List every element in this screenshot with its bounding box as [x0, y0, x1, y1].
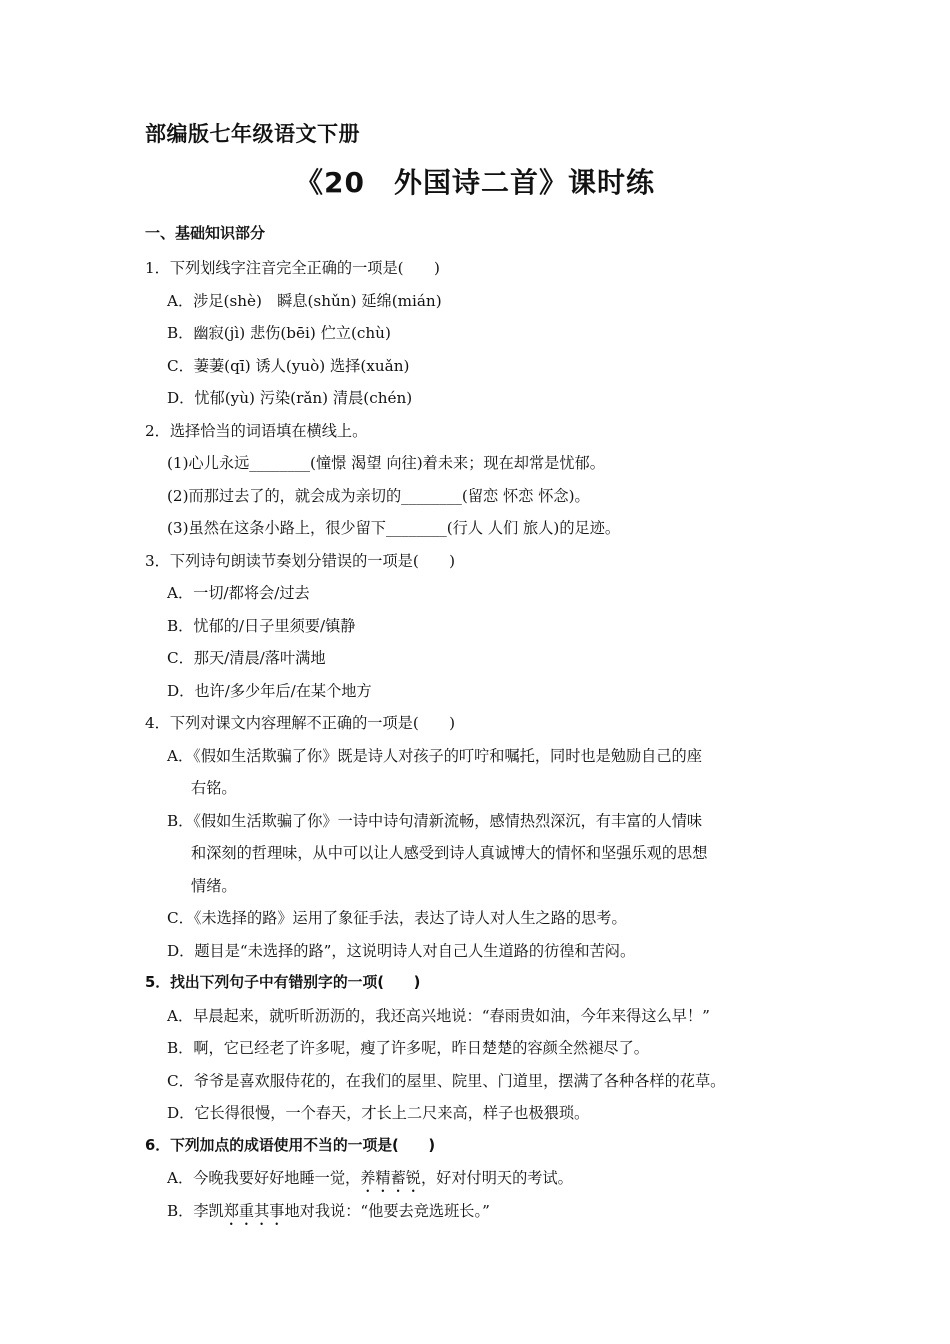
question-5-option-b: B．啊，它已经老了许多呢，瘦了许多呢，昨日楚楚的容颜全然褪尽了。	[167, 1039, 649, 1057]
question-2-item-2: (2)而那过去了的，就会成为亲切的________(留恋 怀恋 怀念)。	[167, 486, 590, 505]
dotted-idiom: 郑重其事	[223, 1201, 285, 1220]
question-5-option-d: D．它长得很慢，一个春天，才长上二尺来高，样子也极猥琐。	[167, 1104, 590, 1122]
question-6-stem: 6．下列加点的成语使用不当的一项是( )	[145, 1136, 436, 1154]
question-2-stem: 2．选择恰当的词语填在横线上。	[145, 421, 368, 440]
option-text: A．今晚我要好好地睡一觉，	[167, 1169, 361, 1187]
option-text: B．李凯	[167, 1201, 224, 1220]
question-4-option-b: B．《假如生活欺骗了你》一诗中诗句清新流畅，感情热烈深沉，有丰富的人情味	[167, 811, 703, 830]
publisher-title: 部编版七年级语文下册	[145, 122, 360, 146]
question-4-option-a-cont: 右铭。	[191, 779, 237, 797]
question-1-option-c: C．萋萋(qī) 诱人(yuò) 选择(xuǎn)	[167, 356, 410, 375]
question-4-option-b-cont-2: 情绪。	[191, 876, 237, 895]
question-1-option-d: D．忧郁(yù) 污染(rǎn) 清晨(chén)	[167, 389, 413, 407]
question-list	[0, 252, 950, 1227]
question-3-option-b: B．忧郁的/日子里须要/镇静	[167, 616, 356, 635]
question-6-option-a	[0, 1162, 950, 1195]
question-1-option-a: A．涉足(shè) 瞬息(shǔn) 延绵(mián)	[167, 291, 442, 310]
page-title: 《20 外国诗二首》课时练	[295, 166, 655, 199]
question-3-option-c: C．那天/清晨/落叶满地	[167, 649, 326, 667]
question-4-option-c: C．《未选择的路》运用了象征手法，表达了诗人对人生之路的思考。	[167, 909, 627, 927]
question-4-option-d: D．题目是“未选择的路”，这说明诗人对自己人生道路的彷徨和苦闷。	[167, 941, 636, 960]
question-1-stem: 1．下列划线字注音完全正确的一项是( )	[145, 259, 440, 277]
question-2-item-1: (1)心儿永远________(憧憬 渴望 向往)着未来；现在却常是忧郁。	[167, 454, 605, 472]
section-heading: 一、基础知识部分	[145, 224, 266, 242]
option-text: 地对我说：“他要去竞选班长。”	[284, 1201, 490, 1220]
option-text: ，好对付明天的考试。	[420, 1169, 573, 1187]
question-2-item-3: (3)虽然在这条小路上，很少留下________(行人 人们 旅人)的足迹。	[167, 519, 621, 537]
question-5-option-a: A．早晨起来，就听昕沥沥的，我还高兴地说：“春雨贵如油，今年来得这么早！”	[167, 1006, 710, 1025]
question-3-stem: 3．下列诗句朗读节奏划分错误的一项是( )	[145, 551, 456, 570]
question-1-option-b: B．幽寂(jì) 悲伤(bēi) 伫立(chù)	[167, 324, 391, 342]
question-4-option-a: A．《假如生活欺骗了你》既是诗人对孩子的叮咛和嘱托，同时也是勉励自己的座	[167, 746, 702, 765]
question-6-option-b	[0, 1195, 950, 1228]
question-3-option-a: A．一切/都将会/过去	[167, 584, 310, 602]
question-3-option-d: D．也许/多少年后/在某个地方	[167, 681, 372, 700]
question-4-option-b-cont-1: 和深刻的哲理味，从中可以让人感受到诗人真诚博大的情怀和坚强乐观的思想	[191, 844, 708, 862]
dotted-idiom: 养精蓄锐	[360, 1169, 421, 1187]
question-5-option-c: C．爷爷是喜欢服侍花的，在我们的屋里、院里、门道里，摆满了各种各样的花草。	[167, 1071, 726, 1090]
question-5-stem: 5．找出下列句子中有错别字的一项( )	[145, 974, 421, 991]
question-4-stem: 4．下列对课文内容理解不正确的一项是( )	[145, 714, 456, 732]
